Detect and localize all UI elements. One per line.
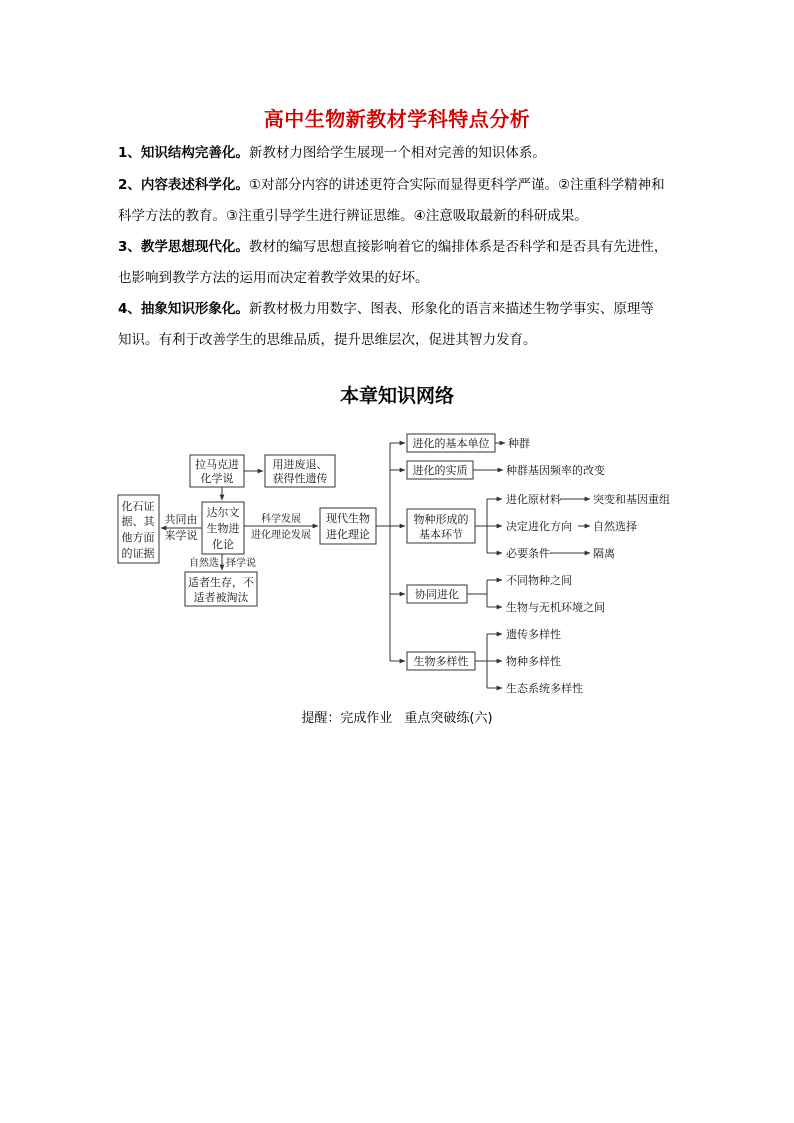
- condition-value: 隔离: [593, 547, 615, 560]
- biodiversity-text: 生物多样性: [413, 655, 469, 668]
- lamarck-text-1: 拉马克进: [195, 458, 239, 471]
- darwin-text-1: 达尔文: [206, 506, 240, 519]
- lamarck-text-2: 化学说: [200, 472, 234, 485]
- fossil-text-2: 据、其: [121, 515, 155, 528]
- raw-material-value: 突变和基因重组: [593, 493, 670, 506]
- common-origin-text-2: 来学说: [164, 529, 198, 542]
- page-title: 高中生物新教材学科特点分析: [263, 107, 531, 131]
- direction-value: 自然选择: [593, 520, 637, 533]
- point-1: 1、知识结构完善化。新教材力图给学生展现一个相对完善的知识体系。: [118, 145, 546, 161]
- modern-text-2: 进化理论: [326, 528, 370, 541]
- raw-material-text: 进化原材料: [506, 493, 561, 506]
- point-4: 4、抽象知识形象化。新教材极力用数字、图表、形象化的语言来描述生物学事实、原理等 知识。有利于改善学生的思维品质，提升思维层次，促进其智力发育。: [118, 301, 654, 348]
- gene-frequency-text: 种群基因频率的改变: [506, 464, 605, 477]
- point-3: 3、教学思想现代化。教材的编写思想直接影响着它的编排体系是否科学和是否具有先进性， 也影响到教学方法的运用而决定着教学效果的好坏。: [118, 239, 668, 286]
- natural-selection-label-1: 自然选: [189, 558, 219, 569]
- essence-text: 进化的实质: [412, 464, 468, 477]
- survival-text-2: 适者被淘汰: [193, 591, 249, 604]
- common-origin-text-1: 共同由: [164, 513, 198, 526]
- develop-label-2: 进化理论发展: [251, 530, 311, 541]
- natural-selection-label-2: 择学说: [226, 558, 256, 569]
- darwin-text-3: 化论: [212, 538, 234, 551]
- fossil-text-3: 他方面: [121, 531, 155, 544]
- species-form-text-2: 基本环节: [419, 528, 463, 541]
- co-species-text: 不同物种之间: [506, 574, 572, 587]
- species-form-text-1: 物种形成的: [413, 513, 469, 526]
- use-disuse-text-1: 用进废退、: [272, 458, 328, 471]
- reminder-label: 提醒：完成作业: [301, 711, 393, 726]
- point-2: 2、内容表述科学化。①对部分内容的讲述更符合实际而显得更科学严谨。②注重科学精神和 科学方法的教育。③注重引导学生进行辨证思维。④注意吸取最新的科研成果。: [118, 177, 665, 224]
- coevolution-text: 协同进化: [415, 588, 459, 601]
- use-disuse-text-2: 获得性遗传: [272, 472, 328, 485]
- unit-text: 进化的基本单位: [412, 437, 490, 450]
- ecosystem-diversity-text: 生态系统多样性: [506, 682, 583, 695]
- develop-label-1: 科学发展: [261, 514, 301, 525]
- direction-text: 决定进化方向: [506, 520, 572, 533]
- species-diversity-text: 物种多样性: [506, 655, 561, 668]
- survival-text-1: 适者生存，不: [188, 576, 254, 589]
- reminder-task: 重点突破练(六): [404, 711, 493, 726]
- modern-text-1: 现代生物: [326, 512, 370, 525]
- condition-text: 必要条件: [506, 547, 550, 560]
- fossil-text-1: 化石证: [121, 500, 155, 513]
- co-environment-text: 生物与无机环境之间: [506, 601, 605, 614]
- darwin-text-2: 生物进: [206, 522, 240, 535]
- reminder: [0, 707, 794, 726]
- genetic-diversity-text: 遗传多样性: [506, 628, 561, 641]
- population-text: 种群: [508, 437, 530, 450]
- fossil-text-4: 的证据: [121, 547, 155, 560]
- network-title: 本章知识网络: [339, 385, 454, 407]
